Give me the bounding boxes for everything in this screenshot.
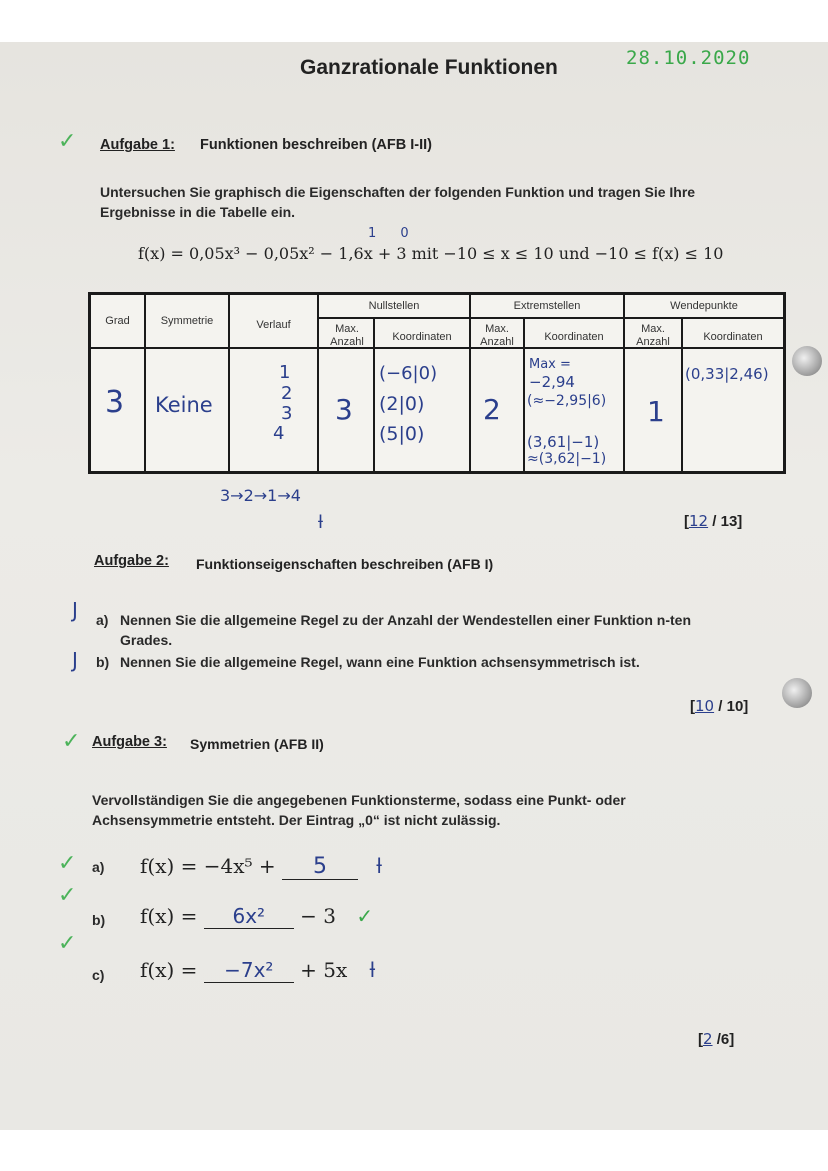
task3-item-a: f(x) = −4x⁵ + 5 ƚ: [140, 854, 382, 879]
task3-instruction: Vervollständigen Sie die angegebenen Funktionsterme, sodass eine Punkt- oder Achsensymmetrie entsteht. Der Eintrag „0“ ist nicht zulässig.: [92, 792, 626, 828]
answer-blank-a[interactable]: 5: [282, 854, 358, 880]
header-wendepunkte: Wendepunkte: [670, 300, 738, 312]
properties-table: [88, 292, 786, 474]
answer-symmetrie: Keine: [155, 393, 213, 417]
header-koordinaten-3: Koordinaten: [703, 331, 763, 343]
task1-score: [12 / 13]: [684, 512, 743, 530]
header-koordinaten-2: Koordinaten: [544, 331, 604, 343]
verlauf-note: 3→2→1→4: [220, 486, 301, 505]
check-icon: ✓: [58, 850, 77, 875]
answer-blank-c[interactable]: −7x²: [204, 958, 294, 983]
answer-verlauf-1: 1: [279, 362, 291, 383]
task2-item-a: Nennen Sie die allgemeine Regel zu der Anzahl der Wendestellen einer Funktion n-ten Grades.: [120, 612, 691, 648]
answer-verlauf-4: 4: [273, 423, 285, 444]
header-max-anzahl-1: Max. Anzahl: [330, 323, 364, 348]
answer-extrem-line-3: (≈−2,95|6): [527, 393, 607, 409]
check-icon: ✓: [58, 882, 77, 907]
answer-verlauf-3: 3: [281, 403, 293, 424]
answer-extrem-anzahl: 2: [483, 393, 501, 426]
binder-hole: [792, 346, 822, 376]
check-icon: ✓: [58, 128, 77, 153]
task3-item-c: f(x) = −7x² + 5x ƚ: [140, 958, 376, 982]
answer-verlauf-2: 2: [281, 383, 293, 404]
answer-blank-b[interactable]: 6x²: [204, 904, 294, 929]
answer-wende-koordinaten: (0,33|2,46): [685, 365, 769, 383]
answer-extrem-line-2: −2,94: [529, 373, 575, 391]
binder-hole: [782, 678, 812, 708]
answer-extrem-line-4: (3,61|−1): [527, 433, 600, 451]
task1-label: Aufgabe 1:: [100, 137, 175, 153]
answer-wende-anzahl: 1: [647, 395, 665, 428]
task3-score: [2 /6]: [698, 1030, 735, 1048]
header-symmetrie: Symmetrie: [160, 315, 214, 327]
answer-extrem-line-1: Max =: [529, 357, 571, 372]
handwritten-date: 28.10.2020: [626, 47, 751, 69]
task2-score: [10 / 10]: [690, 697, 749, 715]
task1-title: Funktionen beschreiben (AFB I-II): [200, 137, 433, 153]
task2-item-b: Nennen Sie die allgemeine Regel, wann eine Funktion achsensymmetrisch ist.: [120, 654, 640, 670]
answer-nullstelle-2: (2|0): [379, 393, 425, 415]
answer-nullstelle-3: (5|0): [379, 423, 425, 445]
header-koordinaten-1: Koordinaten: [392, 331, 452, 343]
task2-b-mark: J: [72, 648, 78, 672]
task3-item-a-key: a): [92, 859, 105, 875]
answer-extrem-line-5: ≈(3,62|−1): [527, 451, 607, 467]
task3-item-b: f(x) = 6x² − 3 ✓: [140, 904, 374, 928]
task2-item-a-key: a): [96, 612, 109, 628]
formula-annotation: 1 0: [368, 226, 419, 241]
task2-item-b-key: b): [96, 654, 110, 670]
header-grad: Grad: [105, 315, 130, 327]
answer-nullstellen-anzahl: 3: [335, 393, 353, 426]
header-max-anzahl-2: Max. Anzahl: [480, 323, 514, 348]
task1-instruction: Untersuchen Sie graphisch die Eigenschaften der folgenden Funktion und tragen Sie Ihre Ergebnisse in die Tabelle ein.: [100, 184, 696, 220]
task3-item-c-key: c): [92, 967, 105, 983]
task3-title: Symmetrien (AFB II): [190, 736, 324, 752]
task2-label: Aufgabe 2:: [94, 553, 169, 569]
check-icon: ✓: [62, 728, 81, 753]
answer-nullstelle-1: (−6|0): [379, 363, 438, 384]
task1-formula: f(x) = 0,05x³ − 0,05x² − 1,6x + 3 mit −10 ≤ x ≤ 10 und −10 ≤ f(x) ≤ 10: [138, 244, 724, 263]
header-max-anzahl-3: Max. Anzahl: [636, 323, 670, 348]
cross-mark: ƚ: [318, 512, 324, 533]
task2-title: Funktionseigenschaften beschreiben (AFB I): [196, 556, 494, 572]
check-icon: ✓: [58, 930, 77, 955]
page-title: Ganzrationale Funktionen: [300, 56, 558, 79]
header-extremstellen: Extremstellen: [513, 300, 581, 312]
task3-label: Aufgabe 3:: [92, 734, 167, 750]
task3-item-b-key: b): [92, 912, 106, 928]
header-verlauf: Verlauf: [256, 319, 291, 331]
task2-a-mark: J: [72, 598, 78, 622]
header-nullstellen: Nullstellen: [368, 300, 420, 312]
answer-grad: 3: [105, 385, 125, 420]
